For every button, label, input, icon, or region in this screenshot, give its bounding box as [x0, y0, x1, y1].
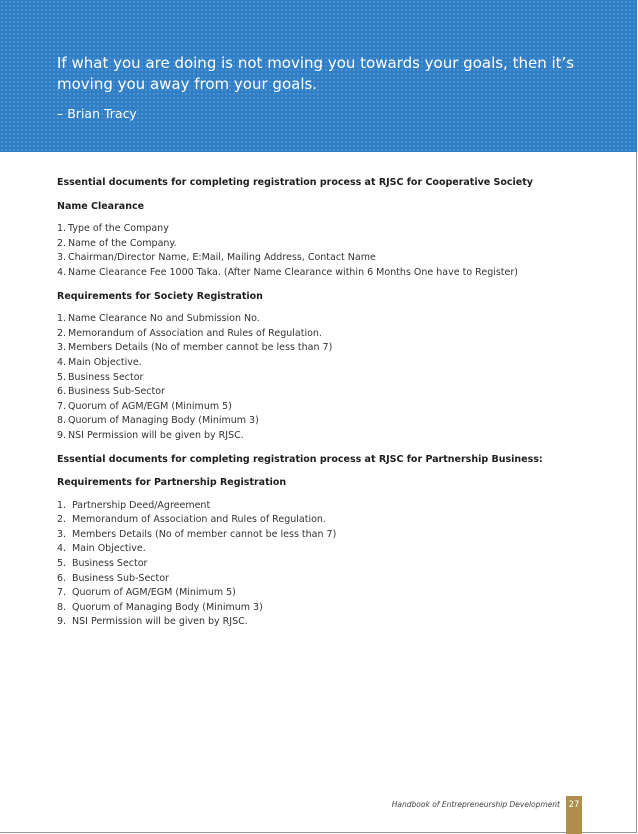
book-title-footer: Handbook of Entrepreneurship Development	[391, 800, 560, 809]
list-item: 9. NSI Permission will be given by RJSC.	[57, 429, 244, 441]
list-item: 4. Main Objective.	[57, 356, 142, 368]
partnership-registration-heading: Requirements for Partnership Registration	[57, 477, 287, 489]
list-item: 8. Quorum of Managing Body (Minimum 3)	[57, 415, 259, 427]
list-item: 8. Quorum of Managing Body (Minimum 3)	[57, 601, 263, 613]
list-item: 5. Business Sector	[57, 371, 144, 383]
list-item: 3. Members Details (No of member cannot be less than 7)	[57, 528, 337, 540]
quote-author: – Brian Tracy	[57, 106, 137, 121]
list-item: 6. Business Sub-Sector	[57, 572, 169, 584]
list-item: 4. Main Objective.	[57, 543, 146, 555]
society-registration-list	[57, 312, 587, 443]
list-item: 7. Quorum of AGM/EGM (Minimum 5)	[57, 400, 232, 412]
document-body	[57, 176, 587, 630]
list-item: 9. NSI Permission will be given by RJSC.	[57, 616, 248, 628]
partnership-registration-list	[57, 499, 587, 630]
society-registration-heading: Requirements for Society Registration	[57, 290, 263, 302]
list-item: 2. Memorandum of Association and Rules of Regulation.	[57, 514, 326, 526]
quote-banner	[0, 0, 637, 152]
name-clearance-heading: Name Clearance	[57, 200, 145, 212]
list-item: 2. Name of the Company.	[57, 237, 177, 249]
list-item: 5. Business Sector	[57, 558, 148, 570]
quote-text: If what you are doing is not moving you towards your goals, then it’s moving you away from your goals.	[57, 54, 575, 93]
list-item: 3. Chairman/Director Name, E:Mail, Mailing Address, Contact Name	[57, 252, 376, 264]
partnership-section-heading: Essential documents for completing registration process at RJSC for Partnership Business:	[57, 453, 543, 465]
list-item: 7. Quorum of AGM/EGM (Minimum 5)	[57, 587, 236, 599]
list-item: 3. Members Details (No of member cannot be less than 7)	[57, 342, 333, 354]
list-item: 1. Name Clearance No and Submission No.	[57, 313, 260, 325]
list-item: 4. Name Clearance Fee 1000 Taka. (After Name Clearance within 6 Months One have to Register)	[57, 266, 518, 278]
list-item: 1. Type of the Company	[57, 223, 169, 235]
page-number: 27	[568, 800, 580, 810]
list-item: 2. Memorandum of Association and Rules of Regulation.	[57, 327, 322, 339]
list-item: 6. Business Sub-Sector	[57, 386, 165, 398]
cooperative-section-heading: Essential documents for completing registration process at RJSC for Cooperative Society	[57, 177, 533, 188]
name-clearance-list	[57, 222, 587, 280]
page-number-tab	[566, 796, 582, 834]
list-item: 1. Partnership Deed/Agreement	[57, 499, 211, 511]
